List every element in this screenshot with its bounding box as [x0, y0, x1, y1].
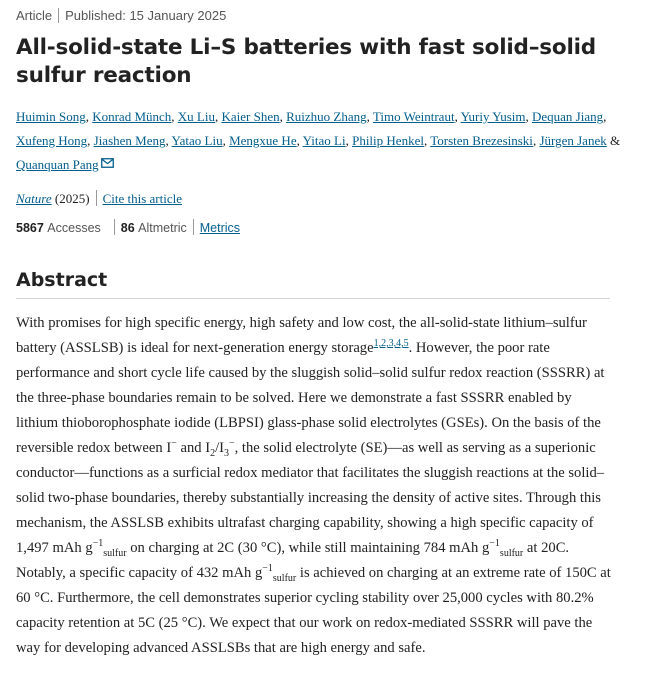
article-meta	[16, 6, 644, 26]
metrics-divider	[114, 219, 115, 235]
superscript-unit: −1	[262, 563, 273, 575]
journal-link[interactable]: Nature	[16, 191, 52, 206]
abstract-text-segment: and I	[176, 440, 211, 456]
publication-year: (2025)	[51, 191, 90, 206]
accesses-count: 5867	[16, 221, 44, 235]
citation-line	[16, 187, 644, 211]
author-link[interactable]: Philip Henkel	[352, 133, 424, 148]
abstract-text-segment: /I	[215, 440, 224, 456]
author-link[interactable]: Dequan Jiang	[531, 109, 604, 124]
meta-divider	[58, 8, 59, 23]
superscript-unit: −1	[489, 538, 500, 550]
abstract-text-segment: . However, the poor rate performance and short cycle life caused by the sluggish solid–solid sulfur redox reaction (SSSRR) at the three-phase boundaries remain to be solved. Here we demonstrate a fast SSSRR enabled by lithium thioborophosphate iodide (LBPSI) glass-phase solid electrolytes (GSEs). On the basis of the reversible redox between I	[16, 340, 605, 456]
author-link[interactable]: Jürgen Janek	[539, 133, 607, 148]
author-link[interactable]: Mengxue He	[229, 133, 297, 148]
article-title: All-solid-state Li–S batteries with fast solid–solid sulfur reaction	[16, 35, 596, 88]
metrics-divider	[193, 219, 194, 235]
author-link[interactable]: Xufeng Hong	[16, 133, 88, 148]
author-link[interactable]: Kaier Shen	[221, 109, 280, 124]
accesses-label: Accesses	[47, 221, 101, 235]
superscript-minus: −	[228, 438, 235, 450]
author-link[interactable]: Yatao Liu	[171, 133, 223, 148]
author-link[interactable]: Jiashen Meng	[93, 133, 166, 148]
metrics-bar	[16, 217, 644, 239]
subscript-sulfur: sulfur	[272, 572, 297, 584]
author-link[interactable]: Timo Weintraut	[372, 109, 455, 124]
author-link[interactable]: Yitao Li	[302, 133, 346, 148]
superscript-minus: −	[171, 438, 177, 450]
superscript-unit: −1	[92, 538, 104, 550]
abstract-text-segment: , the solid electrolyte (SE)—as well as serving as a superionic conductor—functions as a surficial redox mediator that facilitates the sluggish reactions at the solid–solid two-phase boundaries, thereby substantially increasing the density of active sites. Through this mechanism, the ASSLSB exhibits ultrafast charging capability, showing a high specific capacity of 1,497 mAh g	[16, 440, 605, 556]
author-link[interactable]: Yuriy Yusim	[460, 109, 526, 124]
author-link[interactable]: Ruizhuo Zhang	[286, 109, 367, 124]
altmetric-label: Altmetric	[138, 221, 187, 235]
reference-links[interactable]: 1,2,3,4,5	[373, 338, 409, 350]
mail-icon[interactable]	[101, 158, 114, 168]
abstract-text-segment: at 20C. Notably, a specific capacity of 432 mAh g	[16, 540, 570, 581]
author-list: Huimin Song, Konrad Münch, Xu Liu, Kaier Shen, Ruizhuo Zhang, Timo Weintraut, Yuriy Yusim, Dequan Jiang, Xufeng Hong, Jiashen Meng, Yatao Liu, Mengxue He, Yitao Li, Philip Henkel, Torsten Brezesinski, Jürgen Janek & Quanquan Pang	[16, 109, 621, 172]
author-link[interactable]: Xu Liu	[177, 109, 215, 124]
abstract-text-segment: is achieved on charging at an extreme rate of 150C at 60 °C. Furthermore, the cell demonstrates superior cycling stability over 25,000 cycles with 80.2% capacity retention at 5C (25 °C). We expect that our work on redox-mediated SSSRR will pave the way for developing advanced ASSLSBs that are high energy and safe.	[16, 565, 611, 656]
author-link[interactable]: Quanquan Pang	[16, 157, 99, 172]
abstract-heading: Abstract	[16, 269, 610, 299]
subscript-sulfur: sulfur	[103, 547, 127, 559]
author-link[interactable]: Konrad Münch	[92, 109, 172, 124]
author-link[interactable]: Huimin Song	[16, 109, 86, 124]
abstract-text-segment: on charging at 2C (30 °C), while still maintaining 784 mAh g	[126, 540, 490, 556]
cite-this-article-link[interactable]: Cite this article	[102, 191, 182, 206]
published-date: Published: 15 January 2025	[65, 8, 227, 23]
subscript-sulfur: sulfur	[499, 547, 524, 559]
subscript: 3	[223, 447, 229, 459]
subscript: 2	[210, 447, 216, 459]
author-link[interactable]: Torsten Brezesinski	[430, 133, 533, 148]
abstract-text	[16, 311, 616, 661]
altmetric-count: 86	[120, 221, 135, 235]
abstract-text-segment: With promises for high specific energy, high safety and low cost, the all-solid-state lithium–sulfur battery (ASSLSB) is ideal for next-generation energy storage	[16, 315, 587, 356]
citation-divider	[96, 190, 97, 206]
article-type: Article	[16, 8, 53, 23]
metrics-link[interactable]: Metrics	[199, 221, 241, 235]
